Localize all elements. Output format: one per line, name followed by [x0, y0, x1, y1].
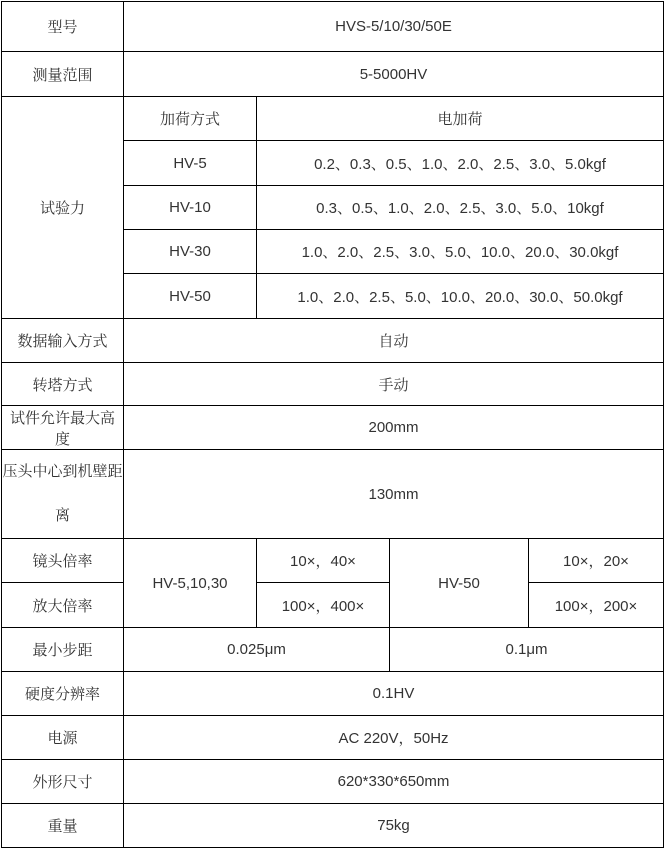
measure-range-value: 5-5000HV	[124, 52, 664, 97]
optics-group2-lens: 10×，20×	[529, 539, 664, 583]
hardness-resolution-label: 硬度分辨率	[2, 672, 124, 716]
row-dimensions	[2, 760, 664, 804]
loading-method-value: 电加荷	[257, 97, 664, 141]
max-specimen-height-value: 200mm	[124, 406, 664, 450]
optics-group2-magnification: 100×，200×	[529, 583, 664, 628]
row-model	[2, 2, 664, 52]
turret-label: 转塔方式	[2, 363, 124, 406]
spec-table	[1, 1, 664, 848]
row-turret	[2, 363, 664, 406]
optics-group1-magnification: 100×，400×	[257, 583, 390, 628]
test-force-hv30-value: 1.0、2.0、2.5、3.0、5.0、10.0、20.0、30.0kgf	[257, 230, 664, 274]
loading-method-label: 加荷方式	[124, 97, 257, 141]
test-force-hv50-value: 1.0、2.0、2.5、5.0、10.0、20.0、30.0、50.0kgf	[257, 274, 664, 319]
row-data-input	[2, 319, 664, 363]
max-specimen-height-label: 试件允许最大高度	[2, 406, 124, 450]
test-force-hv30-label: HV-30	[124, 230, 257, 274]
row-lens-magnification	[2, 539, 664, 583]
test-force-hv10-label: HV-10	[124, 186, 257, 230]
data-input-value: 自动	[124, 319, 664, 363]
row-max-specimen-height	[2, 406, 664, 450]
test-force-hv5-label: HV-5	[124, 141, 257, 186]
weight-label: 重量	[2, 804, 124, 848]
row-measure-range	[2, 52, 664, 97]
test-force-hv10-value: 0.3、0.5、1.0、2.0、2.5、3.0、5.0、10kgf	[257, 186, 664, 230]
optics-group1-lens: 10×，40×	[257, 539, 390, 583]
row-hardness-resolution	[2, 672, 664, 716]
measure-range-label: 测量范围	[2, 52, 124, 97]
lens-label: 镜头倍率	[2, 539, 124, 583]
model-value: HVS-5/10/30/50E	[124, 2, 664, 52]
data-input-label: 数据输入方式	[2, 319, 124, 363]
min-step-label: 最小步距	[2, 628, 124, 672]
model-label: 型号	[2, 2, 124, 52]
magnification-label: 放大倍率	[2, 583, 124, 628]
optics-group1-model: HV-5,10,30	[124, 539, 257, 628]
row-loading-method	[2, 97, 664, 141]
power-label: 电源	[2, 716, 124, 760]
power-value: AC 220V，50Hz	[124, 716, 664, 760]
turret-value: 手动	[124, 363, 664, 406]
min-step-value2: 0.1μm	[390, 628, 664, 672]
row-weight	[2, 804, 664, 848]
indenter-to-wall-label: 压头中心到机壁距离	[2, 450, 124, 539]
min-step-value1: 0.025μm	[124, 628, 390, 672]
row-magnification	[2, 583, 664, 628]
test-force-hv50-label: HV-50	[124, 274, 257, 319]
test-force-label: 试验力	[2, 97, 124, 319]
hardness-resolution-value: 0.1HV	[124, 672, 664, 716]
dimensions-value: 620*330*650mm	[124, 760, 664, 804]
indenter-to-wall-value: 130mm	[124, 450, 664, 539]
row-power	[2, 716, 664, 760]
row-min-step	[2, 628, 664, 672]
dimensions-label: 外形尺寸	[2, 760, 124, 804]
row-indenter-to-wall	[2, 450, 664, 539]
weight-value: 75kg	[124, 804, 664, 848]
test-force-hv5-value: 0.2、0.3、0.5、1.0、2.0、2.5、3.0、5.0kgf	[257, 141, 664, 186]
optics-group2-model: HV-50	[390, 539, 529, 628]
